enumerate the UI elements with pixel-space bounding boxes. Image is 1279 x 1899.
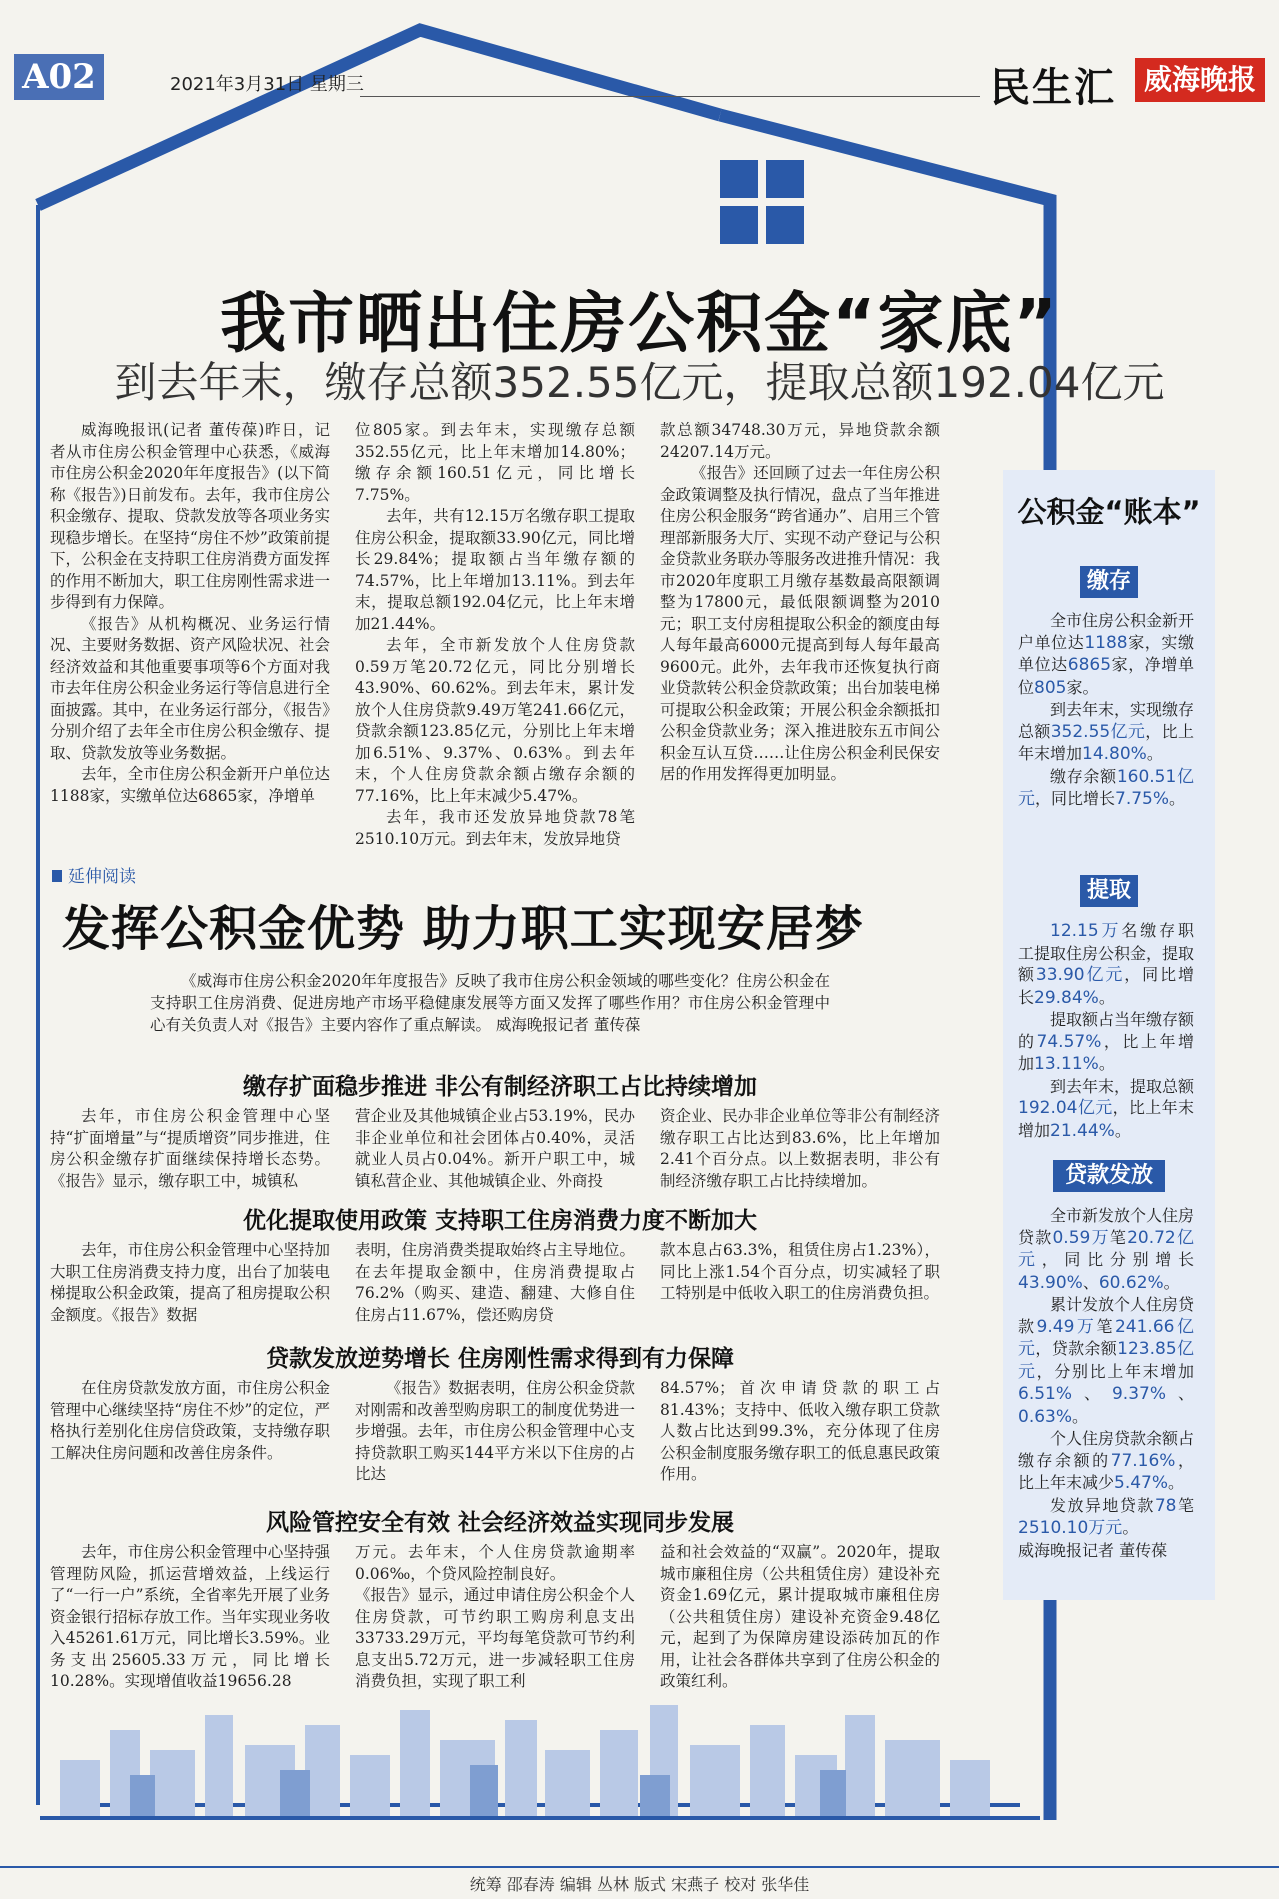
subsection-heading: 优化提取使用政策 支持职工住房消费力度不断加大 xyxy=(242,1208,757,1234)
stat-text: 家，实缴单位达 xyxy=(1018,632,1194,674)
stat-value: 192.04亿元 xyxy=(1018,1098,1113,1118)
withdraw-stats xyxy=(1018,920,1194,1142)
section-name: 民生汇 xyxy=(990,65,1116,111)
stat-text: ，比上年末增加 xyxy=(1018,721,1194,763)
stat-text: 笔 xyxy=(1176,1495,1194,1515)
subheadline: 到去年末，缴存总额352.55亿元，提取总额192.04亿元 xyxy=(114,358,1165,407)
stat-value: 29.84% xyxy=(1034,987,1099,1008)
stat-text: 。 xyxy=(1163,1272,1180,1292)
sidebar-title: 公积金“账本” xyxy=(1017,495,1201,529)
subsection-column: 84.57%；首次申请贷款的职工占81.43%；支持中、低收入缴存职工贷款人数占比达到99.3%，充分体现了住房公积金制度服务缴存职工的低息惠民政策作用。 xyxy=(660,1379,940,1483)
intro-paragraph: 《威海市住房公积金2020年年度报告》反映了我市住房公积金领域的哪些变化？住房公积金在支持职工住房消费、促进房地产市场平稳健康发展等方面又发挥了哪些作用？市住房公积金管理中心有关负责人对《报告》主要内容作了重点解读。 威海晚报记者 董传葆 xyxy=(150,972,830,1034)
subsection-column: 去年，市住房公积金管理中心坚持强管理防风险，抓运营增效益，上线运行了“一行一户”系统，全省率先开展了业务资金银行招标存放工作。当年实现业务收入45261.61万元，同比增长3.59%。业务支出25605.33万元，同比增长10.28%。实现增值收益19656.28 xyxy=(50,1543,330,1690)
article-paragraph: 去年，共有12.15万名缴存职工提取住房公积金，提取额33.90亿元，同比增长29.84%；提取额占当年缴存额的74.57%，比上年增加13.11%。到去年末，提取总额192.04亿元，比上年末增加21.44%。 xyxy=(355,507,635,633)
stat-text: ，同比分别增长 xyxy=(1041,1250,1194,1269)
article-paragraph: 款总额34748.30万元，异地贷款余额24207.14万元。 xyxy=(660,421,940,461)
stat-value: 9.49万 xyxy=(1036,1316,1097,1337)
stat-value: 12.15万 xyxy=(1050,921,1122,941)
stat-text: 到去年末，实现缴存总额 xyxy=(1018,700,1195,741)
subsection-column: 营企业及其他城镇企业占53.19%，民办非企业单位和社会团体占0.40%，灵活就业人员占0.04%。新开户职工中，城镇私营企业、其他城镇企业、外商投 xyxy=(355,1107,635,1190)
extended-reading-tag: 延伸阅读 xyxy=(52,862,136,887)
loan-badge: 贷款发放 xyxy=(1053,1160,1165,1192)
article-paragraph: 位805家。到去年末，实现缴存总额352.55亿元，比上年末增加14.80%；缴存余额160.51亿元，同比增长7.75%。 xyxy=(355,421,635,504)
stat-text: 个人住房贷款余额占缴存余额的 xyxy=(1018,1429,1195,1470)
stat-value: 352.55亿元 xyxy=(1050,721,1146,742)
stat-text: 。 xyxy=(1072,1406,1089,1426)
house-window-icon xyxy=(720,160,804,244)
stat-text: 缴存余额 xyxy=(1050,766,1117,786)
stat-text: ，同比增长 xyxy=(1035,789,1116,808)
deposit-badge: 缴存 xyxy=(1080,566,1138,598)
footer-rule xyxy=(0,1866,1279,1868)
stat-value: 74.57% xyxy=(1036,1031,1102,1052)
deposit-stats xyxy=(1018,610,1194,811)
stat-text: 提取额占当年缴存额的 xyxy=(1018,1010,1195,1051)
stat-text: 家，净增单位 xyxy=(1018,655,1194,697)
stat-value: 43.90% xyxy=(1018,1272,1083,1293)
stat-text: ，比上年末减少 xyxy=(1018,1450,1194,1492)
newspaper-logo: 威海晚报 xyxy=(1135,58,1265,102)
stat-value: 7.75% xyxy=(1115,789,1170,809)
article-paragraph: 去年，我市还发放异地贷款78笔2510.10万元。到去年末，发放异地贷 xyxy=(355,808,635,848)
stat-value: 805 xyxy=(1034,677,1067,698)
stat-text: 。 xyxy=(1114,1120,1131,1140)
extended-headline: 发挥公积金优势 助力职工实现安居梦 xyxy=(62,901,864,957)
article-paragraph: 去年，全市住房公积金新开户单位达1188家，实缴单位达6865家，净增单 xyxy=(50,765,330,805)
stat-text: 笔 xyxy=(1096,1316,1115,1336)
stat-value: 6.51% xyxy=(1018,1384,1073,1404)
loan-stats xyxy=(1018,1205,1194,1561)
stat-text: 、 xyxy=(1072,1384,1112,1403)
stat-value: 2510.10万元 xyxy=(1018,1518,1123,1538)
headline: 我市晒出住房公积金“家底” xyxy=(220,285,1059,362)
stat-value: 241.66亿元 xyxy=(1018,1316,1194,1359)
stat-value: 33.90亿元 xyxy=(1035,965,1125,985)
stat-text: 名缴存职工提取住房公积金，提取额 xyxy=(1018,921,1195,984)
article-paragraph: 《报告》从机构概况、业务运行情况、主要财务数据、资产风险状况、社会经济效益和其他重要事项等6个方面对我市去年住房公积金业务运行等信息进行全面披露。其中，在业务运行部分，《报告》分别介绍了去年全市住房公积金缴存、提取、贷款发放等业务数据。 xyxy=(50,614,330,762)
stat-text: 全市新发放个人住房贷款 xyxy=(1018,1206,1195,1247)
subsection-column: 表明，住房消费类提取始终占主导地位。在去年提取金额中，住房消费提取占76.2%（购买、建造、翻建、大修自住住房占11.67%，偿还购房贷 xyxy=(355,1241,635,1324)
subsection-heading: 贷款发放逆势增长 住房刚性需求得到有力保障 xyxy=(265,1346,734,1372)
stat-text: 。 xyxy=(1098,987,1115,1007)
withdraw-badge: 提取 xyxy=(1080,875,1138,907)
article-paragraph: 《报告》还回顾了过去一年住房公积金政策调整及执行情况，盘点了当年推进住房公积金服务“跨省通办”、启用三个管理部新服务大厅、实现不动产登记与公积金贷款业务联办等服务改进推升情况：我市2020年度职工月缴存基数最高限额调整为17800元，最低限额调整为2010元；职工支付房租提取公积金的额度由每人每年最高6000元提高到每人每年最高9600元。此外，去年我市还恢复执行商业贷款转公积金贷款政策；出台加装电梯可提取公积金政策；开展公积金余额抵扣公积金贷款业务；深入推进胶东五市间公积金互认互贷……让住房公积金利民保安居的作用发挥得更加明显。 xyxy=(660,464,940,783)
page-number: A02 xyxy=(14,54,104,100)
stat-value: 21.44% xyxy=(1050,1120,1115,1141)
stat-value: 0.63% xyxy=(1018,1406,1073,1427)
subsection-column: 款本息占63.3%，租赁住房占1.23%），同比上涨1.54个百分点，切实减轻了职工特别是中低收入职工的住房消费负担。 xyxy=(660,1241,940,1302)
subsection-heading: 缴存扩面稳步推进 非公有制经济职工占比持续增加 xyxy=(242,1074,757,1100)
stat-text: ，同比增长 xyxy=(1018,965,1194,1007)
stat-text: ，贷款余额 xyxy=(1035,1339,1118,1358)
stat-text: 。 xyxy=(1146,744,1163,763)
article-paragraph: 去年，全市新发放个人住房贷款0.59万笔20.72亿元，同比分别增长43.90%、60.62%。到去年末，累计发放个人住房贷款9.49万笔241.66亿元，贷款余额123.85亿元，分别比上年末增加6.51%、9.37%、0.63%。到去年末，个人住房贷款余额占缴存余额的77.16%，比上年末减少5.47%。 xyxy=(355,636,635,805)
stat-text: ，比上年增加 xyxy=(1018,1031,1194,1073)
stat-value: 20.72亿元 xyxy=(1018,1227,1194,1270)
subsection-column: 益和社会效益的“双赢”。2020年，提取城市廉租住房（公共租赁住房）建设补充资金1.69亿元，累计提取城市廉租住房（公共租赁住房）建设补充资金9.48亿元，起到了为保障房建设添砖加瓦的作用，让社会各群体共享到了住房公积金的政策红利。 xyxy=(660,1543,940,1690)
subsection-column: 去年，市住房公积金管理中心坚持“扩面增量”与“提质增资”同步推进，住房公积金缴存扩面继续保持增长态势。《报告》显示，缴存职工中，城镇私 xyxy=(50,1107,330,1190)
city-skyline-graphic xyxy=(40,1690,1040,1820)
stat-value: 13.11% xyxy=(1034,1054,1099,1074)
stat-text: 到去年末，提取总额 xyxy=(1050,1076,1195,1096)
stat-text: ，分别比上年末增加 xyxy=(1036,1361,1194,1381)
stat-value: 0.59万 xyxy=(1052,1227,1110,1248)
stat-value: 123.85亿元 xyxy=(1018,1339,1194,1382)
subsection-heading: 风险管控安全有效 社会经济效益实现同步发展 xyxy=(265,1510,734,1536)
stat-text: 发放异地贷款 xyxy=(1050,1495,1155,1515)
stat-text: 、 xyxy=(1082,1272,1099,1292)
stat-text: 全市住房公积金新开户单位达 xyxy=(1018,611,1195,652)
issue-date: 2021年3月31日 星期三 xyxy=(170,74,364,95)
stat-text: 。 xyxy=(1098,1054,1115,1073)
stat-text: 。 xyxy=(1168,1473,1185,1492)
stat-value: 5.47% xyxy=(1114,1473,1169,1493)
stat-value: 14.80% xyxy=(1082,744,1147,764)
article-column-3 xyxy=(660,420,940,786)
editorial-credits: 统筹 邵春涛 编辑 丛林 版式 宋燕子 校对 张华佳 xyxy=(469,1875,810,1894)
stat-text: 笔 xyxy=(1109,1227,1128,1247)
stat-value: 9.37% xyxy=(1111,1384,1166,1404)
extended-intro xyxy=(150,970,830,1036)
stat-value: 77.16% xyxy=(1110,1450,1176,1471)
stat-value: 60.62% xyxy=(1098,1272,1164,1293)
subsection-column: 资企业、民办非企业单位等非公有制经济缴存职工占比达到83.6%，比上年增加2.41个百分点。以上数据表明，非公有制经济缴存职工占比持续增加。 xyxy=(660,1107,940,1190)
sidebar-byline: 威海晚报记者 董传葆 xyxy=(1018,1540,1168,1560)
stat-value: 160.51亿元 xyxy=(1018,766,1194,809)
article-column-2 xyxy=(355,420,635,850)
stat-text: ，比上年末增加 xyxy=(1018,1098,1194,1140)
stat-text: 家。 xyxy=(1066,677,1099,697)
tag-marker-icon xyxy=(52,870,62,882)
article-column-1 xyxy=(50,420,330,807)
stat-text: 。 xyxy=(1169,789,1186,808)
subsection-column: 去年，市住房公积金管理中心坚持加大职工住房消费支持力度，出台了加装电梯提取公积金政策，提高了租房提取公积金额度。《报告》数据 xyxy=(50,1241,330,1324)
subsection-column: 在住房贷款发放方面，市住房公积金管理中心继续坚持“房住不炒”的定位，严格执行差别化住房信贷政策，支持缴存职工解决住房问题和改善住房条件。 xyxy=(50,1379,330,1462)
stat-value: 1188 xyxy=(1084,632,1128,653)
subsection-column: 《报告》数据表明，住房公积金贷款对刚需和改善型购房职工的制度优势进一步增强。去年，市住房公积金管理中心支持贷款职工购买144平方米以下住房的占比达 xyxy=(355,1379,635,1483)
stat-text: 。 xyxy=(1122,1518,1139,1537)
article-paragraph: 威海晚报讯(记者 董传葆)昨日，记者从市住房公积金管理中心获悉，《威海市住房公积金2020年年度报告》(以下简称《报告》)日前发布。去年，我市住房公积金缴存、提取、贷款发放等各项业务实现稳步增长。在坚持“房住不炒”政策前提下，公积金在支持职工住房消费方面发挥的作用不断加大，职工住房刚性需求进一步得到有力保障。 xyxy=(50,421,330,611)
stat-text: 累计发放个人住房贷款 xyxy=(1018,1295,1195,1336)
stat-text: 、 xyxy=(1166,1384,1194,1403)
stat-value: 6865 xyxy=(1067,655,1112,675)
header-rule xyxy=(360,96,980,97)
subsection-column: 万元。去年末，个人住房贷款逾期率0.06‰，个贷风险控制良好。 《报告》显示，通过申请住房公积金个人住房贷款，可节约职工购房利息支出33733.29万元，平均每笔贷款可节约利息支出5.72万元，进一步减轻职工住房消费负担，实现了职工利 xyxy=(355,1543,635,1690)
stat-value: 78 xyxy=(1154,1495,1177,1516)
